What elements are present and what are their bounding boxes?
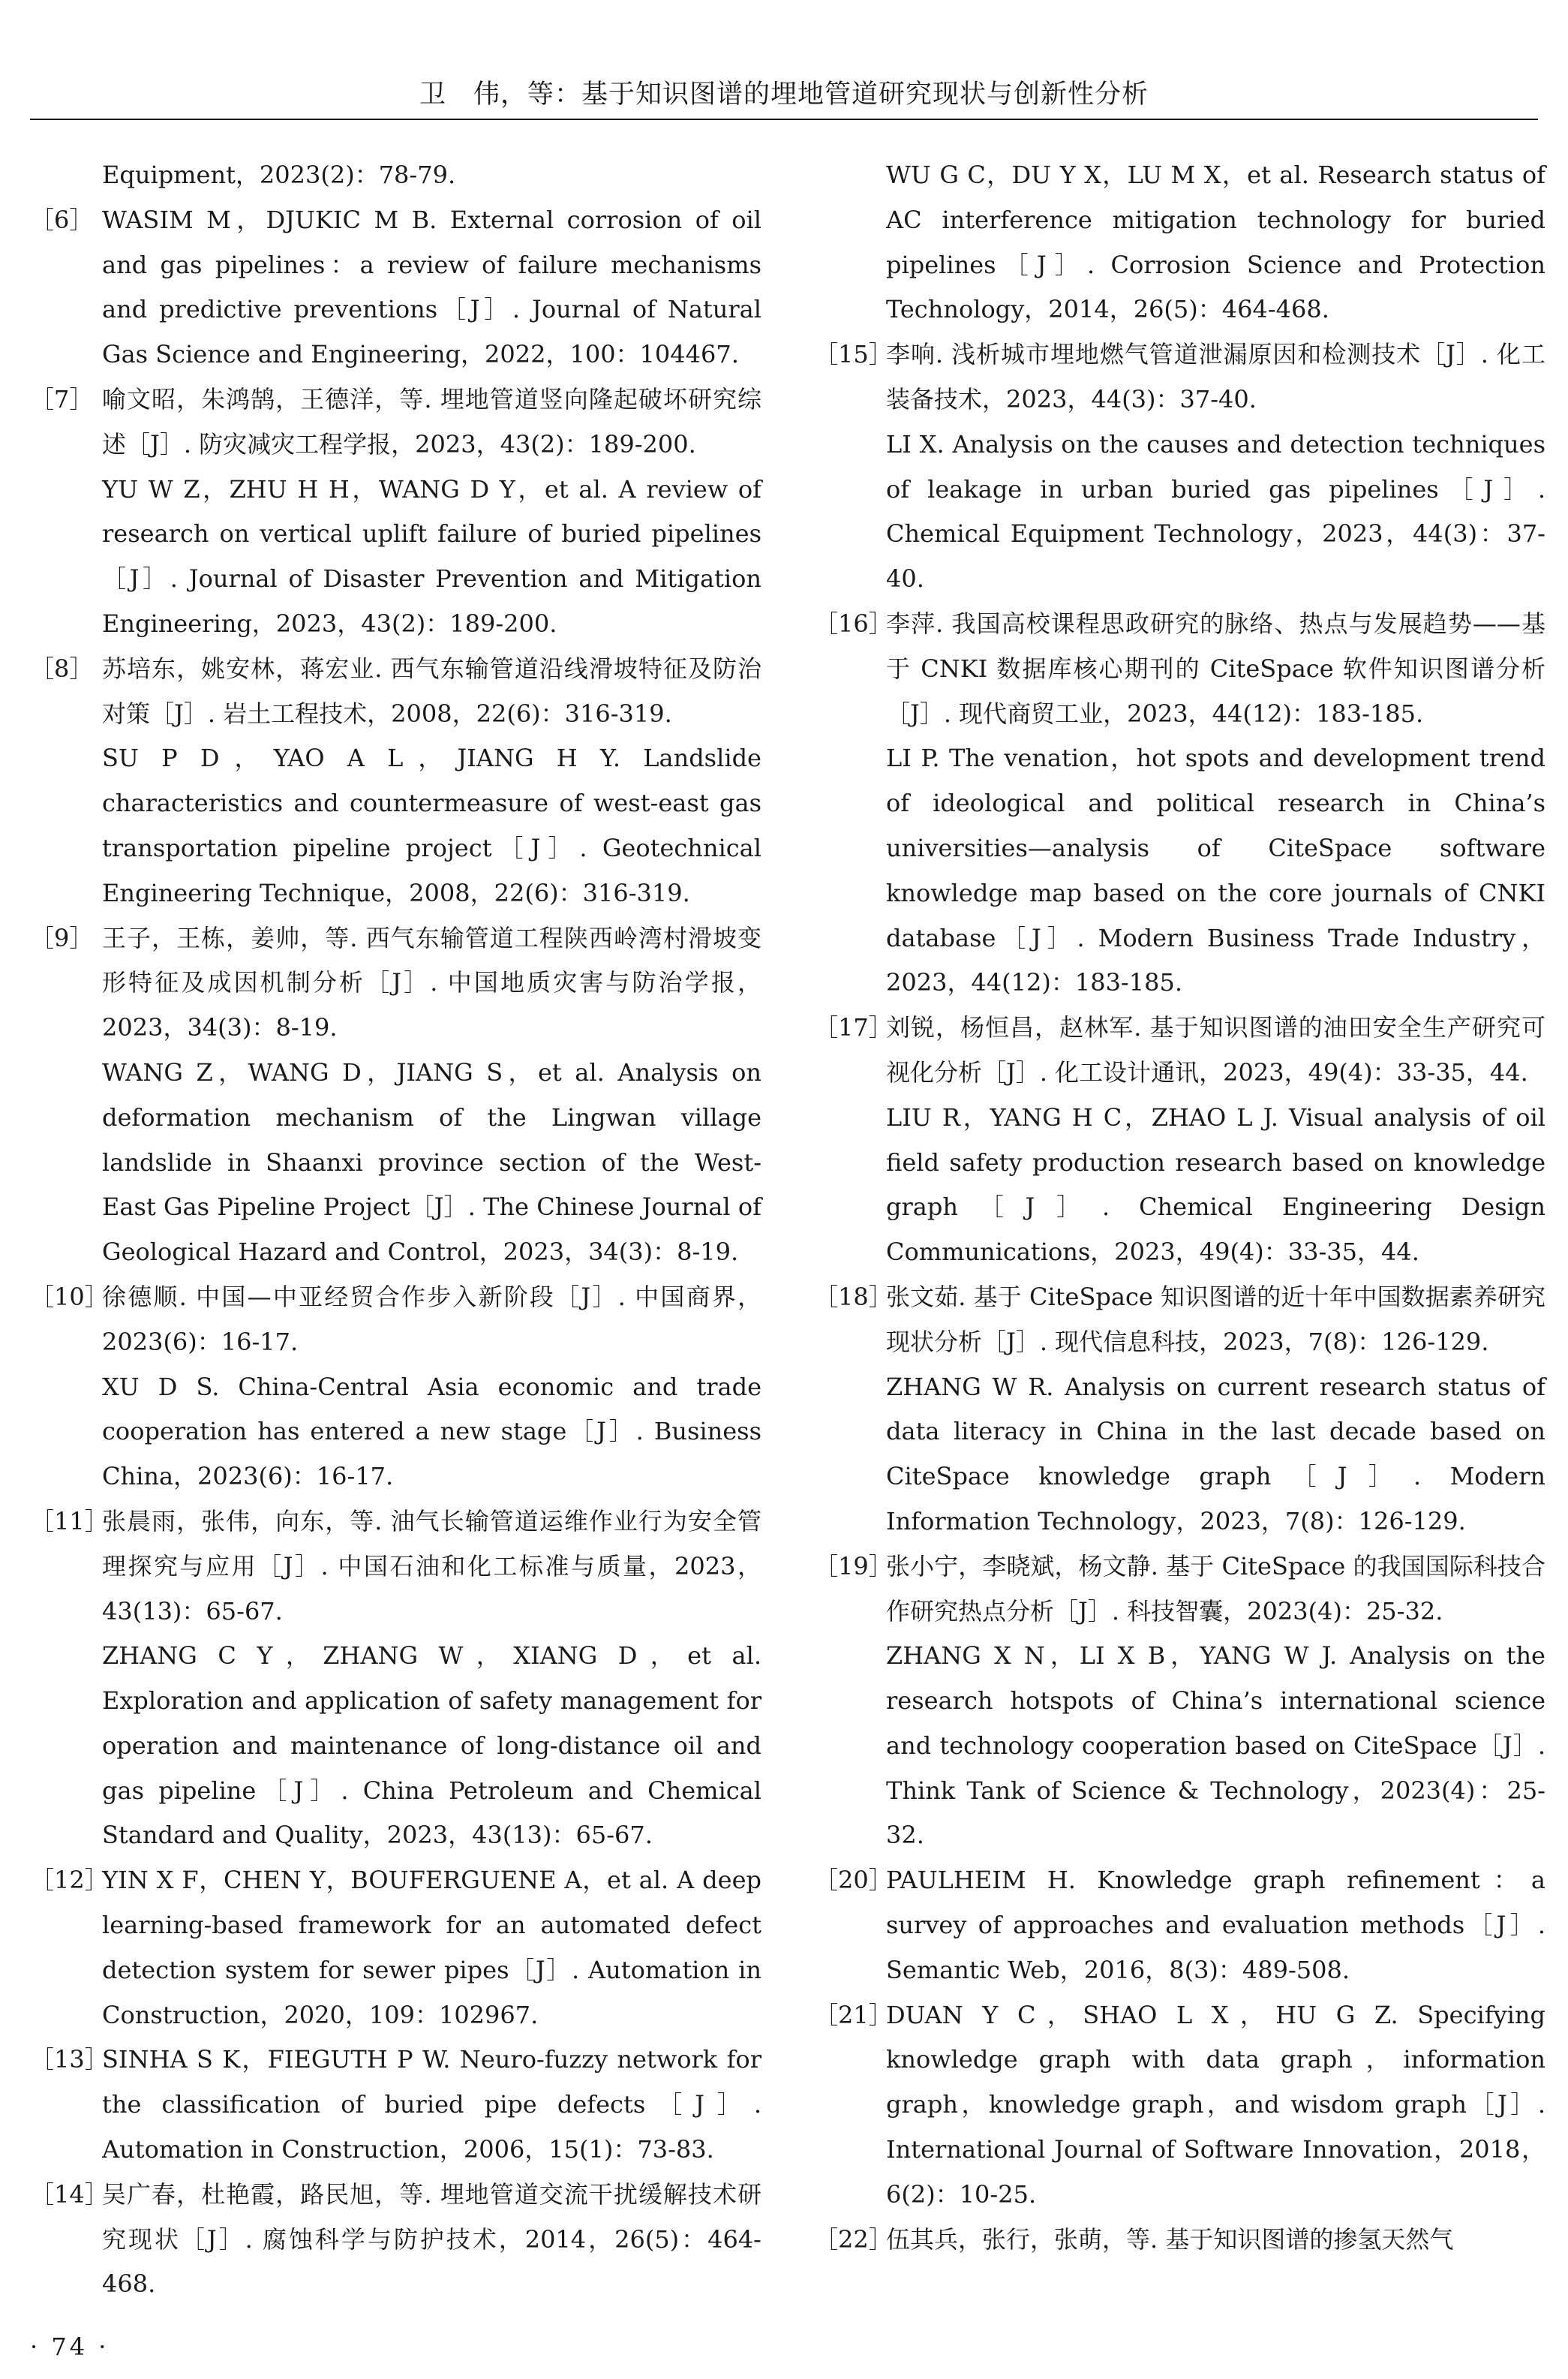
reference-text: 喻文昭，朱鸿鹄，王德洋，等. 埋地管道竖向隆起破坏研究综述［J］. 防灾减灾工程学报，2023，43(2)：189-200. <box>102 384 761 459</box>
reference-text: 李萍. 我国高校课程思政研究的脉络、热点与发展趋势——基于 CNKI 数据库核心期刊的 CiteSpace 软件知识图谱分析［J］. 现代商贸工业，2023，44(12)：183-185. <box>886 609 1545 728</box>
reference-number: ［9］ <box>30 923 94 952</box>
reference-entry <box>30 916 761 1275</box>
reference-text: 李响. 浅析城市埋地燃气管道泄漏原因和检测技术［J］. 化工装备技术，2023，44(3)：37-40. <box>886 340 1545 414</box>
reference-number: ［16］ <box>814 609 893 638</box>
reference-text: SU P D，YAO A L，JIANG H Y. Landslide characteristics and countermeasure of west-east gas transportation pipeline project［J］. Geotechnical Engineering Technique，2008，22(6)：316-319. <box>102 744 761 907</box>
reference-text: XU D S. China-Central Asia economic and trade cooperation has entered a new stage［J］. Business China，2023(6)：16-17. <box>102 1372 761 1491</box>
reference-text: YIN X F，CHEN Y，BOUFERGUENE A，et al. A deep learning-based framework for an automated defect detection system for sewer pipes［J］. Automation in Construction，2020，109：102967. <box>102 1866 761 2029</box>
reference-text: 张小宁，李晓斌，杨文静. 基于 CiteSpace 的我国国际科技合作研究热点分析［J］. 科技智囊，2023(4)：25-32. <box>886 1551 1545 1626</box>
reference-entry <box>814 1858 1545 1993</box>
reference-text: 王子，王栋，姜帅，等. 西气东输管道工程陕西岭湾村滑坡变形特征及成因机制分析［J］. 中国地质灾害与防治学报，2023，34(3)：8-19. <box>102 923 761 1042</box>
reference-number: ［19］ <box>814 1551 893 1580</box>
reference-text: 伍其兵，张行，张萌，等. 基于知识图谱的掺氢天然气 <box>886 2224 1454 2254</box>
reference-text: LI X. Analysis on the causes and detection techniques of leakage in urban buried gas pipelines［J］. Chemical Equipment Technology，2023，44(3)：37-40. <box>886 429 1545 594</box>
reference-list <box>30 198 761 2307</box>
reference-text: YU W Z，ZHU H H，WANG D Y，et al. A review of research on vertical uplift failure of buried pipelines［J］. Journal of Disaster Prevention and Mitigation Engineering，2023，43(2)：189-200. <box>102 474 761 638</box>
reference-number: ［13］ <box>30 2045 109 2074</box>
header-rule <box>30 119 1538 120</box>
reference-text: WASIM M，DJUKIC M B. External corrosion of oil and gas pipelines：a review of failure mechanisms and predictive preventions［J］. Journal of Natural Gas Science and Engineering，2022，100：104467. <box>102 205 761 369</box>
reference-number: ［6］ <box>30 205 94 234</box>
reference-number: ［12］ <box>30 1866 109 1895</box>
reference-entry <box>814 602 1545 1006</box>
running-header: 卫 伟，等：基于知识图谱的埋地管道研究现状与创新性分析 <box>419 80 1149 110</box>
reference-number: ［20］ <box>814 1866 893 1895</box>
left-column <box>30 153 761 2307</box>
reference-text: 苏培东，姚安林，蒋宏业. 西气东输管道沿线滑坡特征及防治对策［J］. 岩土工程技术，2008，22(6)：316-319. <box>102 654 761 728</box>
reference-list <box>814 332 1545 2262</box>
reference-text: 张文茹. 基于 CiteSpace 知识图谱的近十年中国数据素养研究现状分析［J］. 现代信息科技，2023，7(8)：126-129. <box>886 1282 1545 1356</box>
reference-number: ［8］ <box>30 654 94 683</box>
page-number: · 74 · <box>30 2332 110 2361</box>
reference-text: DUAN Y C，SHAO L X，HU G Z. Specifying knowledge graph with data graph，information graph，knowledge graph，and wisdom graph［J］. International Journal of Software Innovation，2018，6(2)：10-25. <box>886 2000 1545 2209</box>
reference-entry <box>814 1006 1545 1275</box>
reference-text: SINHA S K，FIEGUTH P W. Neuro-fuzzy network for the classification of buried pipe defects［J］. Automation in Construction，2006，15(1)：73-83. <box>102 2045 761 2164</box>
reference-text: 刘锐，杨恒昌，赵林军. 基于知识图谱的油田安全生产研究可视化分析［J］. 化工设计通讯，2023，49(4)：33-35，44. <box>886 1013 1545 1087</box>
reference-continuation: WU G C，DU Y X，LU M X，et al. Research status of AC interference mitigation technology for buried pipelines［J］. Corrosion Science and Protection Technology，2014，26(5)：464-468. <box>886 161 1545 324</box>
reference-number: ［10］ <box>30 1282 109 1311</box>
reference-entry <box>30 2173 761 2307</box>
reference-entry <box>814 1544 1545 1859</box>
reference-text: ZHANG W R. Analysis on current research status of data literacy in China in the last decade based on CiteSpace knowledge graph［J］. Modern Information Technology，2023，7(8)：126-129. <box>886 1372 1545 1535</box>
reference-text: PAULHEIM H. Knowledge graph refinement：a survey of approaches and evaluation methods［J］. Semantic Web，2016，8(3)：489-508. <box>886 1866 1545 1984</box>
reference-entry <box>30 647 761 916</box>
reference-number: ［7］ <box>30 384 94 414</box>
reference-entry <box>30 1275 761 1499</box>
reference-number: ［15］ <box>814 340 893 369</box>
reference-entry <box>814 1993 1545 2218</box>
reference-entry <box>30 2038 761 2172</box>
reference-number: ［21］ <box>814 2000 893 2029</box>
right-column <box>814 153 1545 2262</box>
reference-continuation: Equipment，2023(2)：78-79. <box>102 161 456 189</box>
reference-text: 徐德顺. 中国—中亚经贸合作步入新阶段［J］. 中国商界，2023(6)：16-17. <box>102 1282 761 1356</box>
reference-text: WANG Z，WANG D，JIANG S，et al. Analysis on deformation mechanism of the Lingwan village landslide in Shaanxi province section of the West-East Gas Pipeline Project［J］. The Chinese Journal of Geological Hazard and Control，2023，34(3)：8-19. <box>102 1057 761 1267</box>
reference-text: LI P. The venation，hot spots and development trend of ideological and political research in China’s universities—analysis of CiteSpace software knowledge map based on the core journals of CNKI database［J］. Modern Business Trade Industry，2023，44(12)：183-185. <box>886 744 1545 997</box>
reference-entry <box>814 1275 1545 1544</box>
reference-entry <box>30 377 761 647</box>
reference-text: 张晨雨，张伟，向东，等. 油气长输管道运维作业行为安全管理探究与应用［J］. 中国石油和化工标准与质量，2023，43(13)：65-67. <box>102 1506 761 1626</box>
reference-text: ZHANG C Y，ZHANG W，XIANG D，et al. Exploration and application of safety management for operation and maintenance of long-distance oil and gas pipeline［J］. China Petroleum and Chemical Standard and Quality，2023，43(13)：65-67. <box>102 1641 761 1850</box>
reference-number: ［18］ <box>814 1282 893 1311</box>
reference-number: ［14］ <box>30 2179 109 2209</box>
reference-number: ［11］ <box>30 1506 109 1535</box>
reference-entry <box>814 2218 1545 2263</box>
reference-number: ［17］ <box>814 1013 893 1042</box>
reference-text: ZHANG X N，LI X B，YANG W J. Analysis on the research hotspots of China’s international science and technology cooperation based on CiteSpace［J］. Think Tank of Science & Technology，2023(4)：25-32. <box>886 1641 1545 1850</box>
reference-text: 吴广春，杜艳霞，路民旭，等. 埋地管道交流干扰缓解技术研究现状［J］. 腐蚀科学与防护技术，2014，26(5)：464-468. <box>102 2179 761 2299</box>
reference-number: ［22］ <box>814 2224 893 2254</box>
reference-entry <box>30 198 761 377</box>
reference-entry <box>814 332 1545 602</box>
reference-entry <box>30 1858 761 2038</box>
reference-text: LIU R，YANG H C，ZHAO L J. Visual analysis of oil field safety production research based on knowledge graph［J］. Chemical Engineering Design Communications，2023，49(4)：33-35，44. <box>886 1102 1545 1267</box>
reference-entry <box>30 1499 761 1858</box>
